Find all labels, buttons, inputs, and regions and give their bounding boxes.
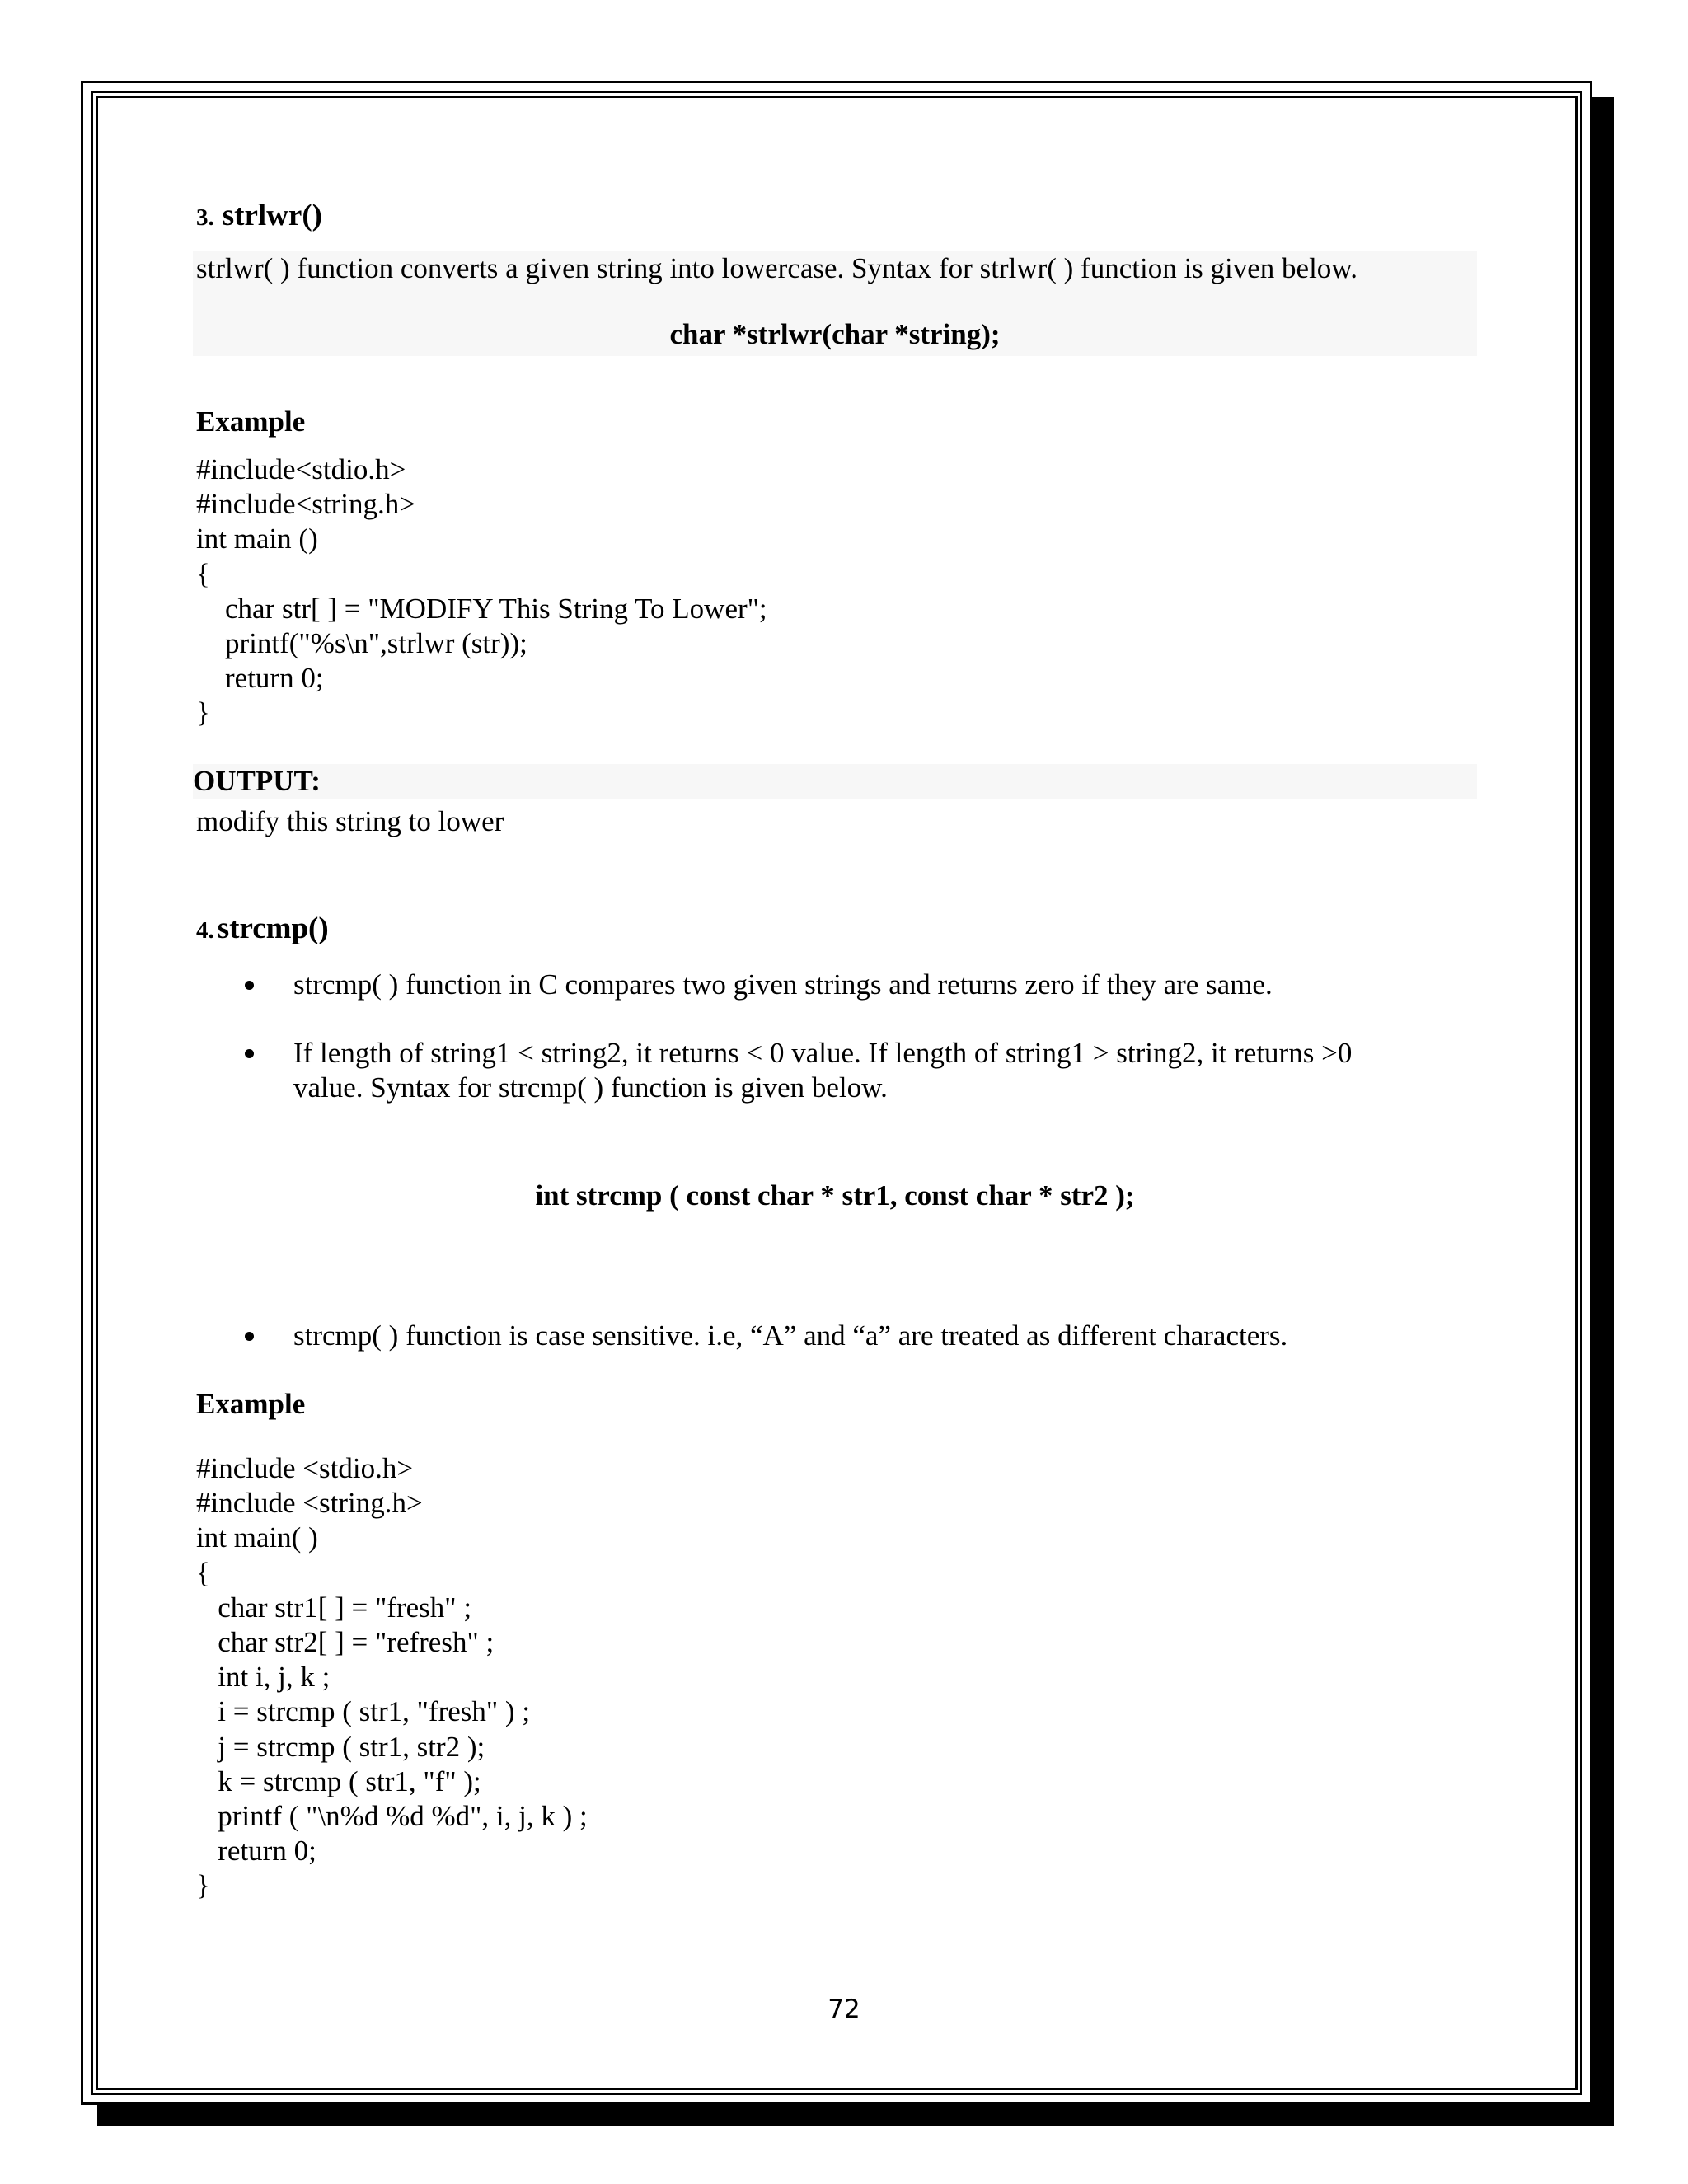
bullet-item-3: strcmp( ) function is case sensitive. i.e, “A” and “a” are treated as different characters. (293, 1319, 1288, 1352)
section-3-number: 3. (196, 204, 214, 231)
section-4-syntax: int strcmp ( const char * str1, const char * str2 ); (535, 1179, 1135, 1212)
bullet-item-1: strcmp( ) function in C compares two given strings and returns zero if they are same. (293, 968, 1273, 1001)
section-4-example-label: Example (196, 1388, 306, 1420)
section-3-description: strlwr( ) function converts a given string into lowercase. Syntax for strlwr( ) function is given below. (196, 252, 1358, 284)
section-3-syntax: char *strlwr(char *string); (669, 318, 1001, 350)
section-4-code-block: #include <stdio.h> #include <string.h> int main( ) { char str1[ ] = "fresh" ; char str2[ ] = "refresh" ; int i, j, k ; i = strcmp ( str1, "fresh" ) ; j = strcmp ( str1, str2 ); k = strcmp ( str1, "f" ); printf ( "\n%d %d %d", i, j, k ) ; return 0; } (196, 1452, 588, 1902)
section-4-heading (196, 911, 329, 946)
section-4-title: strcmp() (217, 912, 329, 945)
output-text: modify this string to lower (196, 805, 504, 837)
bullet-dot (245, 981, 254, 990)
page-number: 72 (828, 1994, 860, 2024)
bullet-item-2: If length of string1 < string2, it returns < 0 value. If length of string1 > string2, it returns >0 value. Syntax for strcmp( ) function is given below. (293, 1037, 1353, 1104)
bullet-dot (245, 1332, 254, 1341)
output-label-box (193, 764, 1477, 799)
section-4-number: 4. (196, 917, 214, 944)
bullet-dot (245, 1049, 254, 1058)
output-label: OUTPUT: (193, 765, 321, 797)
section-3-heading (196, 198, 322, 233)
section-3-example-label: Example (196, 405, 306, 438)
section-3-code-block: #include<stdio.h> #include<string.h> int main () { char str[ ] = "MODIFY This String To Lower"; printf("%s\n",strlwr (str)); return 0; } (196, 453, 767, 729)
section-3-title: strlwr() (222, 199, 322, 232)
